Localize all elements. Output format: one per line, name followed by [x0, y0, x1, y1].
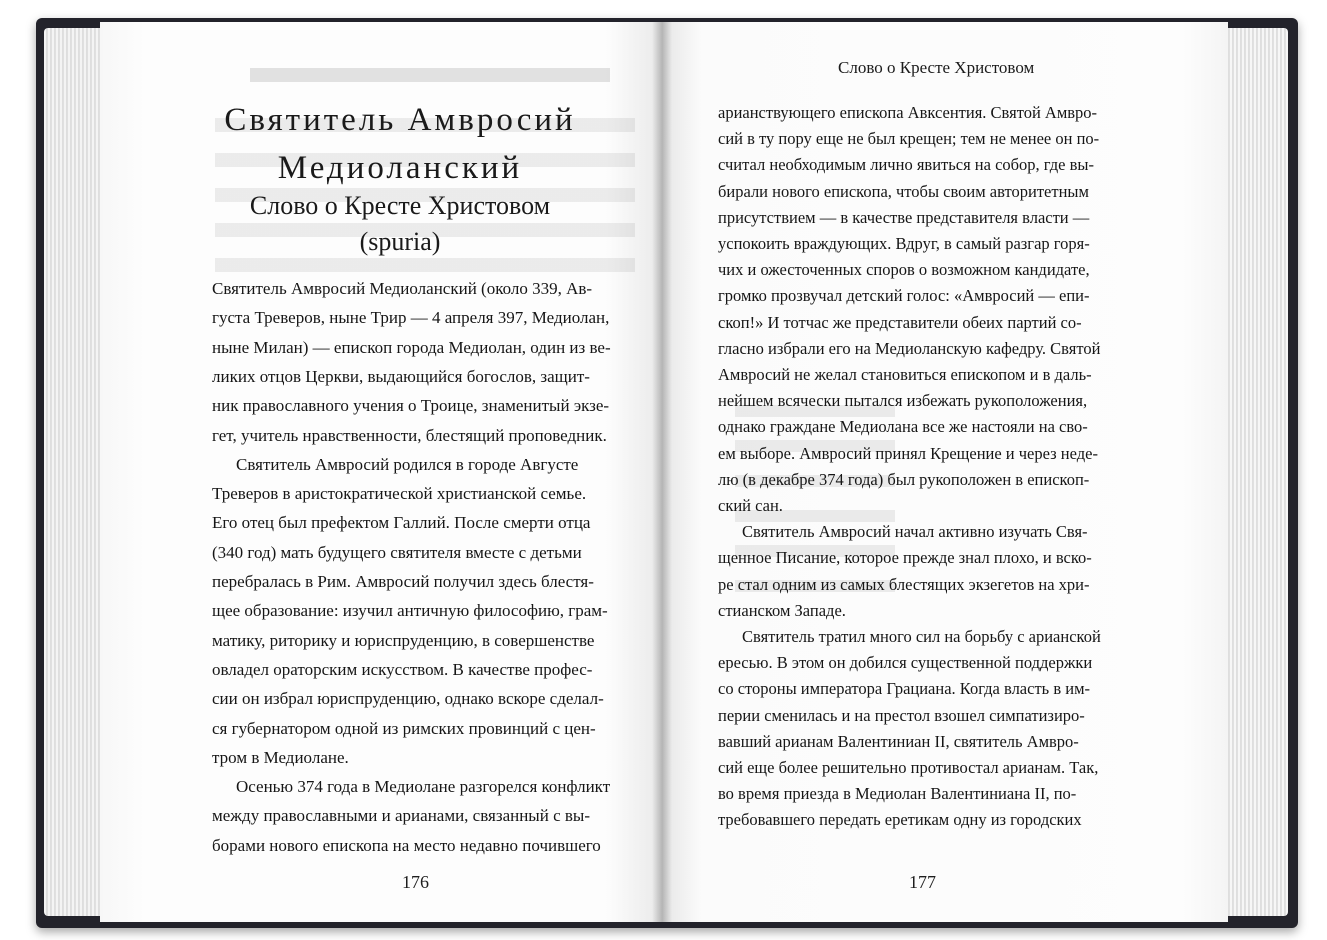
text-line: Амвросий не желал становиться епископом и в даль-: [718, 365, 1092, 384]
text-line: требовавшего передать еретикам одну из городских: [718, 810, 1082, 830]
text-line: считал необходимым лично явиться на собор, где вы-: [718, 155, 1094, 175]
chapter-title-line-2: Медиоланский: [277, 150, 523, 186]
text-line: вавший арианам Валентиниан II, святитель Амвро-: [718, 731, 1079, 751]
text-line: ся губернатором одной из римских провинций с цен-: [212, 718, 596, 738]
page-edges-right: [1226, 28, 1288, 916]
chapter-subtitle-line-2: (spuria): [359, 227, 441, 256]
text-line: овладел ораторским искусством. В качестве профес-: [212, 659, 593, 679]
text-line: тром в Медиолане.: [212, 747, 349, 767]
text-line: гласно избрали его на Медиоланскую кафедру. Святой: [718, 338, 1101, 358]
text-line: густа Треверов, ныне Трир — 4 апреля 397, Медиолан,: [212, 308, 610, 328]
text-line: (340 год) мать будущего святителя вместе с детьми: [212, 542, 582, 562]
text-line: ский сан.: [718, 496, 783, 515]
text-line: бирали нового епископа, чтобы своим авторитетным: [718, 181, 1089, 201]
chapter-title: [190, 96, 610, 192]
text-line: нейшем всячески пытался избежать рукоположения,: [718, 391, 1088, 411]
chapter-title-line-1: Святитель Амвросий: [224, 102, 576, 138]
text-line: громко прозвучал детский голос: «Амвросий — епи-: [718, 286, 1090, 306]
text-line: Его отец был префектом Галлий. После смерти отца: [212, 513, 591, 533]
text-line: щенное Писание, которое прежде знал плохо, и вско-: [718, 548, 1092, 568]
text-line: Святитель тратил много сил на борьбу с арианской: [742, 627, 1101, 646]
page-edges-left: [44, 28, 104, 916]
running-head: Слово о Кресте Христовом: [838, 58, 1035, 77]
text-line: перебралась в Рим. Амвросий получил здесь блестя-: [212, 572, 594, 591]
text-line: ем выборе. Амвросий принял Крещение и через неде-: [718, 443, 1098, 463]
text-line: успокоить враждующих. Вдруг, в самый разгар горя-: [718, 234, 1090, 253]
text-line: ересью. В этом он добился существенной поддержки: [718, 653, 1093, 673]
text-line: стианском Западе.: [718, 600, 846, 620]
chapter-subtitle: [220, 188, 580, 260]
text-line: ликих отцов Церкви, выдающийся богослов, защит-: [212, 366, 590, 386]
text-line: между православными и арианами, связанный с вы-: [212, 806, 590, 826]
text-line: Святитель Амвросий родился в городе Августе: [236, 454, 579, 474]
text-line: щее образование: изучил античную философию, грам-: [212, 601, 608, 621]
text-line: со стороны императора Грациана. Когда власть в им-: [718, 679, 1090, 699]
text-line: Святитель Амвросий начал активно изучать Свя-: [742, 522, 1088, 542]
text-line: борами нового епископа на место недавно почившего: [212, 835, 601, 855]
book-gutter: [652, 22, 672, 922]
text-line: ныне Милан) — епископ города Медиолан, один из ве-: [212, 337, 611, 357]
text-line: матику, риторику и юриспруденцию, в совершенстве: [212, 630, 595, 650]
page-number-left: 176: [402, 872, 429, 892]
text-line: сии он избрал юриспруденцию, однако вскоре сделал-: [212, 689, 604, 709]
text-line: гет, учитель нравственности, блестящий проповедник.: [212, 425, 607, 445]
text-line: арианствующего епископа Авксентия. Святой Амвро-: [718, 103, 1098, 122]
page-number-right: 177: [909, 872, 936, 892]
text-line: скоп!» И тотчас же представители обеих партий со-: [718, 312, 1082, 332]
text-line: Треверов в аристократической христианской семье.: [212, 484, 587, 504]
text-line: ре стал одним из самых блестящих экзегетов на хри-: [718, 574, 1090, 594]
text-line: сий в ту пору еще не был крещен; тем не менее он по-: [718, 129, 1100, 149]
text-line: присутствием — в качестве представителя власти —: [718, 207, 1090, 227]
text-line: ник православного учения о Троице, знаменитый экзе-: [212, 396, 610, 416]
text-line: перии сменилась и на престол взошел симпатизиро-: [718, 705, 1085, 725]
text-line: во время приезда в Медиолан Валентиниана II, по-: [718, 784, 1077, 804]
text-line: Святитель Амвросий Медиоланский (около 339, Ав-: [212, 279, 593, 298]
text-line: лю (в декабре 374 года) был рукоположен в епископ-: [718, 469, 1090, 489]
text-line: Осенью 374 года в Медиолане разгорелся конфликт: [236, 777, 611, 797]
text-line: сий еще более решительно противостал арианам. Так,: [718, 758, 1099, 777]
chapter-subtitle-line-1: Слово о Кресте Христовом: [249, 191, 551, 220]
text-line: чих и ожесточенных споров о возможном кандидате,: [718, 260, 1090, 280]
text-line: однако граждане Медиолана все же настояли на сво-: [718, 417, 1088, 437]
